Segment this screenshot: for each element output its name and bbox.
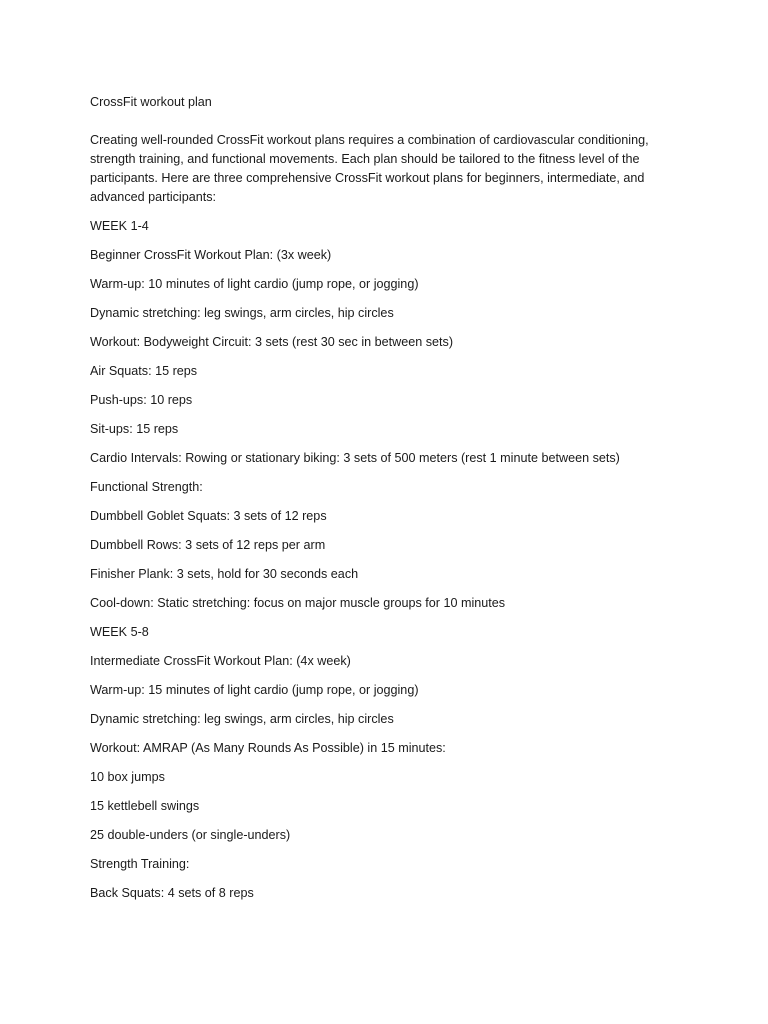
document-title: CrossFit workout plan <box>90 95 212 109</box>
cool-down-line: Cool-down: Static stretching: focus on major muscle groups for 10 minutes <box>90 596 506 610</box>
exercise-line: Sit-ups: 15 reps <box>90 422 179 436</box>
plan-heading-beginner: Beginner CrossFit Workout Plan: (3x week) <box>90 248 332 262</box>
exercise-line: Push-ups: 10 reps <box>90 393 193 407</box>
cardio-intervals-line: Cardio Intervals: Rowing or stationary biking: 3 sets of 500 meters (rest 1 minute between sets) <box>90 451 620 465</box>
document-body <box>90 93 670 903</box>
warm-up-line: Warm-up: 15 minutes of light cardio (jump rope, or jogging) <box>90 683 419 697</box>
exercise-line: 15 kettlebell swings <box>90 799 200 813</box>
exercise-line: Air Squats: 15 reps <box>90 364 198 378</box>
strength-training-heading: Strength Training: <box>90 857 190 871</box>
warm-up-line: Warm-up: 10 minutes of light cardio (jump rope, or jogging) <box>90 277 419 291</box>
exercise-line: Back Squats: 4 sets of 8 reps <box>90 886 254 900</box>
finisher-line: Finisher Plank: 3 sets, hold for 30 seconds each <box>90 567 359 581</box>
dynamic-stretching-line: Dynamic stretching: leg swings, arm circles, hip circles <box>90 306 394 320</box>
intro-paragraph: Creating well-rounded CrossFit workout plans requires a combination of cardiovascular conditioning, strength training, and functional movements. Each plan should be tailored to the fitness level of the participants. Here are three comprehensive CrossFit workout plans for beginners, intermediate, and advanced participants: <box>90 133 649 204</box>
workout-line: Workout: AMRAP (As Many Rounds As Possible) in 15 minutes: <box>90 741 446 755</box>
section-heading-week-5-8: WEEK 5-8 <box>90 625 149 639</box>
workout-line: Workout: Bodyweight Circuit: 3 sets (rest 30 sec in between sets) <box>90 335 454 349</box>
exercise-line: 25 double-unders (or single-unders) <box>90 828 291 842</box>
section-heading-week-1-4: WEEK 1-4 <box>90 219 149 233</box>
exercise-line: 10 box jumps <box>90 770 165 784</box>
exercise-line: Dumbbell Rows: 3 sets of 12 reps per arm <box>90 538 326 552</box>
dynamic-stretching-line: Dynamic stretching: leg swings, arm circles, hip circles <box>90 712 394 726</box>
plan-heading-intermediate: Intermediate CrossFit Workout Plan: (4x week) <box>90 654 351 668</box>
functional-strength-heading: Functional Strength: <box>90 480 203 494</box>
exercise-line: Dumbbell Goblet Squats: 3 sets of 12 reps <box>90 509 327 523</box>
